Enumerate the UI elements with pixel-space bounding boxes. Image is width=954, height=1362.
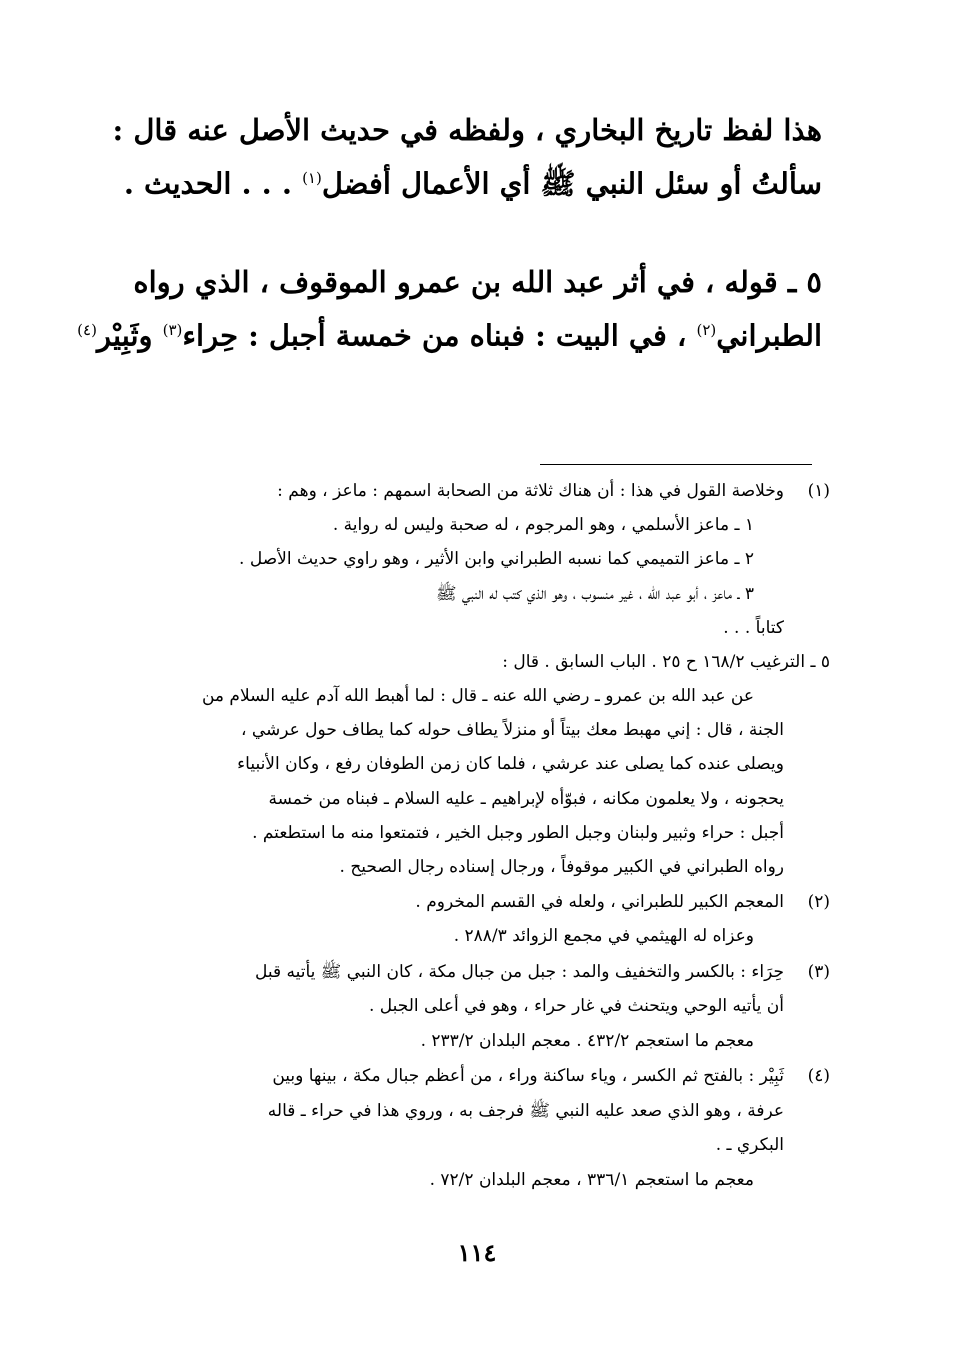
footnote-ref: (٤) — [77, 321, 97, 339]
main-text: . . . الحديث . — [123, 166, 303, 201]
footnote-separator — [540, 464, 812, 465]
footnote-5-line: ٥ ـ الترغيب ١٦٨/٢ ح ٢٥ . الباب السابق . قال : — [502, 652, 830, 672]
footnote-number: (٤) — [807, 1066, 830, 1086]
footnote-4-line: البكري ـ . — [715, 1135, 784, 1155]
main-paragraph1-line1 — [112, 110, 822, 150]
footnote-ref: (٢) — [696, 321, 717, 339]
footnote-4-line: ثَبِيْر : بالفتح ثم الكسر ، وياء ساكنة وراء ، من أعظم جبال مكة ، بينها وبين — [272, 1066, 784, 1086]
main-text: ، في البيت : فبناه من خمسة أجبل : حِراء — [182, 318, 697, 353]
footnote-2-line: المعجم الكبير للطبراني ، ولعله في القسم المخروم . — [415, 892, 784, 912]
footnote-3-line: أن يأتيه الوحي ويتحنث في غار حراء ، وهو في أعلى الجبل . — [368, 996, 784, 1016]
footnote-5-quote-line: عن عبد الله بن عمرو ـ رضي الله عنه ـ قال : لما أهبط الله آدم عليه السلام من — [201, 686, 754, 706]
footnote-ref: (١) — [302, 169, 322, 187]
footnote-4-line: عرفة ، وهو الذي صعد عليه النبي ﷺ فرجف به ، وروي هذا في حراء ـ قاله — [267, 1101, 784, 1121]
footnote-number: (٢) — [807, 892, 830, 912]
footnote-5-quote-line: يحجونه ، ولا يعلمون مكانه ، فبوّأه لإبراهيم ـ عليه السلام ـ فبناه من خمسة — [268, 789, 784, 809]
footnote-3-line: حِرَاء : بالكسر والتخفيف والمد : جبل من جبال مكة ، كان النبي ﷺ يأتيه قبل — [254, 962, 784, 982]
footnote-number: (٣) — [807, 962, 830, 982]
footnote-1-line: ٣ ـ ماعز ، أبو عبد الله ، غير منسوب ، وهو الذي كتب له النبي ﷺ — [435, 584, 754, 604]
main-text: الطبراني — [716, 318, 822, 353]
footnote-5-quote-line: الجنة ، قال : إني مهبط معك بيتاً أو منزلاً يطاف حوله كما يطاف حول عرشي ، — [240, 720, 784, 740]
main-text: هذا لفظ تاريخ البخاري ، ولفظه في حديث الأصل عنه قال : — [112, 113, 822, 147]
main-text: وثَبِيْر — [96, 318, 163, 353]
main-paragraph1-line2 — [122, 158, 822, 204]
page-number: ١١٤ — [457, 1238, 497, 1267]
footnote-5-quote-line: أجبل : حراء وثبير ولبنان وجبل الطور وجبل الخير ، فتمتعوا منه ما استطعتم . — [252, 823, 784, 843]
main-text: سألتُ أو سئل النبي ﷺ أي الأعمال أفضل — [321, 166, 822, 201]
footnote-1-line: كتاباً . . . — [723, 618, 784, 638]
main-paragraph2-line1 — [122, 262, 822, 302]
footnote-5-quote-line: ويصلى عنده كما يصلى عند عرشي ، فلما كان زمن الطوفان رفع ، وكان الأنبياء — [237, 754, 784, 774]
footnote-4-line: معجم ما استعجم ٣٣٦/١ ، معجم البلدان ٧٢/٢ . — [429, 1170, 754, 1190]
footnote-5-quote-line: رواه الطبراني في الكبير موقوفاً ، ورجال إسناده رجال الصحيح . — [339, 857, 784, 877]
main-text: ٥ ـ قوله ، في أثر عبد الله بن عمرو الموقوف ، الذي رواه — [133, 265, 822, 299]
footnote-number: (١) — [807, 481, 830, 501]
footnote-2-line: وعزاه له الهيثمي في مجمع الزوائد ٢٨٨/٣ . — [453, 926, 754, 946]
main-paragraph2-line2 — [77, 310, 822, 356]
footnote-ref: (٣) — [162, 321, 183, 339]
footnote-1-line: ١ ـ ماعز الأسلمي ، وهو المرجوم ، له صحبة وليس له رواية . — [332, 515, 754, 535]
footnote-1-line: ٢ ـ ماعز التميمي كما نسبه الطبراني وابن الأثير ، وهو راوي حديث الأصل . — [239, 549, 754, 569]
footnote-1-line: وخلاصة القول في هذا : أن هناك ثلاثة من الصحابة اسمهم : ماعز ، وهم : — [277, 481, 784, 501]
footnote-3-line: معجم ما استعجم ٤٣٢/٢ . معجم البلدان ٢٣٣/٢ . — [420, 1031, 754, 1051]
